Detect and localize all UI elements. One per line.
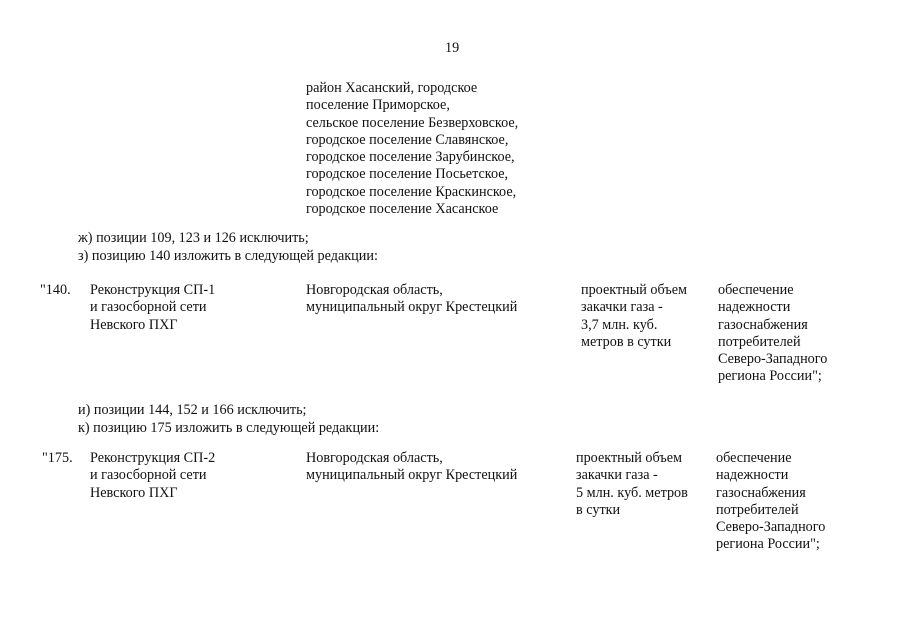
entry-175-location: Новгородская область, муниципальный округ Крестецкий [306,450,518,484]
entry-140-location: Новгородская область, муниципальный округ Крестецкий [306,282,518,316]
entry-140-purpose: обеспечение надежности газоснабжения потребителей Северо-Западного региона России"; [718,282,828,385]
instruction-i: и) позиции 144, 152 и 166 исключить; [78,402,307,418]
instruction-k: к) позицию 175 изложить в следующей редакции: [78,420,380,436]
entry-140-name: Реконструкция СП-1 и газосборной сети Невского ПХГ [90,282,216,333]
text-line: городское поселение Зарубинское, [306,149,515,166]
continuation-text [306,80,518,218]
text-line: городское поселение Краскинское, [306,183,517,200]
instruction-zh: ж) позиции 109, 123 и 126 исключить; [78,230,309,246]
entry-140-capacity: проектный объем закачки газа - 3,7 млн. куб. метров в сутки [581,282,687,350]
page-number: 19 [445,40,460,56]
entry-175-name: Реконструкция СП-2 и газосборной сети Невского ПХГ [90,450,216,501]
text-line: городское поселение Хасанское [306,201,499,218]
text-line: городское поселение Славянское, [306,131,509,148]
text-line: сельское поселение Безверховское, [306,114,519,131]
entry-175-purpose: обеспечение надежности газоснабжения потребителей Северо-Западного региона России"; [716,450,826,553]
instruction-z: з) позицию 140 изложить в следующей редакции: [78,248,378,264]
text-line: городское поселение Посьетское, [306,166,509,183]
entry-140-number: "140. [40,282,71,298]
entry-175-number: "175. [42,450,73,466]
text-line: поселение Приморское, [306,97,450,114]
entry-175-capacity: проектный объем закачки газа - 5 млн. куб. метров в сутки [576,450,688,518]
text-line: район Хасанский, городское [306,80,478,96]
